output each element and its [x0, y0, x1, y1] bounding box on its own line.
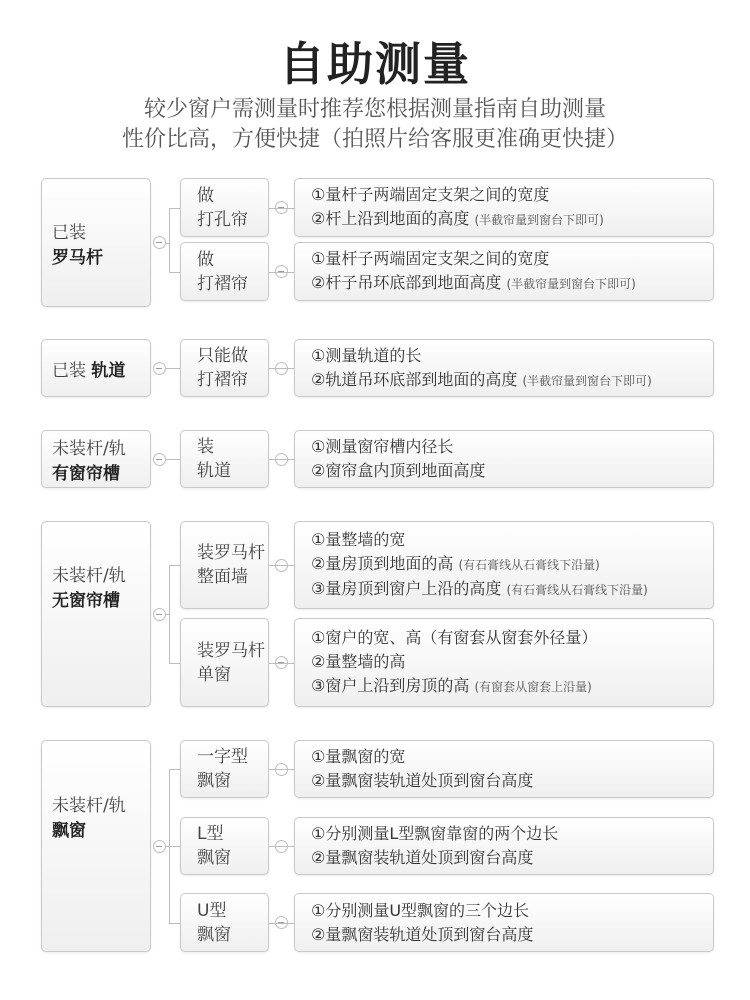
step-text: ①量杆子两端固定支架之间的宽度 [311, 185, 550, 204]
step-text: ②量飘窗装轨道处顶到窗台高度 [311, 924, 534, 944]
category-line-1: 已装 [52, 360, 86, 381]
method-line-2: 打孔帘 [197, 209, 248, 230]
method-line-1: U型 [197, 900, 227, 921]
step-text: ②量房顶到地面的高 [311, 554, 454, 573]
connector-horizontal [165, 243, 169, 244]
category-line-2: 飘窗 [52, 821, 86, 841]
measure-step [311, 271, 713, 296]
measure-step [311, 435, 713, 459]
step-text: ②窗帘盒内顶到地面高度 [311, 461, 486, 480]
measure-step [311, 459, 713, 483]
step-text: ③量房顶到窗户上沿的高度 [311, 579, 502, 598]
measure-step [311, 207, 713, 232]
connector-vertical [169, 565, 170, 663]
measure-steps-box [294, 740, 714, 798]
step-text: ①测量窗帘槽内径长 [311, 437, 454, 456]
method-box [180, 817, 269, 875]
measure-step [311, 344, 713, 368]
step-text: ①测量轨道的长 [311, 345, 422, 365]
measure-step [311, 247, 713, 271]
step-text: ①量杆子两端固定支架之间的宽度 [311, 249, 550, 268]
subtitle-line-2: 性价比高，方便快捷（拍照片给客服更准确更快捷） [121, 127, 628, 152]
step-note: (半截帘量到窗台下即可) [474, 213, 604, 227]
connector-detail [269, 368, 294, 369]
method-line-1: 装 [197, 437, 214, 457]
category-line-2: 有窗帘槽 [52, 464, 120, 484]
measure-step [311, 923, 713, 947]
method-line-2: 飘窗 [197, 771, 231, 791]
measure-steps-box [294, 618, 714, 707]
category-line-2: 无窗帘槽 [52, 591, 120, 611]
method-box [180, 740, 269, 798]
measure-steps-box [294, 339, 714, 397]
connector-detail [269, 565, 294, 566]
page-title: 自助测量 [279, 37, 471, 91]
method-box [180, 521, 269, 609]
connector-horizontal [165, 459, 180, 460]
category-box [41, 430, 151, 488]
measure-steps-box [294, 242, 714, 301]
measure-step [311, 577, 713, 602]
category-box [41, 521, 151, 707]
measure-step [311, 899, 713, 923]
step-text: ②杆子吊环底部到地面高度 [311, 273, 502, 292]
connector-branch [169, 208, 180, 209]
category-label [52, 356, 150, 381]
method-line-1: 一字型 [197, 747, 248, 767]
measure-step [311, 745, 713, 769]
method-box [180, 618, 269, 707]
connector-detail [269, 459, 294, 460]
measure-step [311, 528, 713, 552]
method-line-2: 飘窗 [197, 848, 231, 868]
step-note: (半截帘量到窗台下即可) [522, 373, 652, 388]
measure-step [311, 368, 713, 393]
category-box [41, 178, 151, 307]
step-note: (有窗套从窗套上沿量) [474, 680, 592, 694]
step-note: (有石膏线从石膏线下沿量) [458, 558, 600, 572]
measure-step [311, 650, 713, 674]
category-box [41, 339, 151, 397]
measure-step [311, 674, 713, 699]
method-line-1: L型 [197, 824, 224, 844]
method-line-1: 装罗马杆 [197, 543, 265, 563]
connector-detail [269, 272, 294, 273]
measure-steps-box [294, 521, 714, 609]
connector-branch [169, 565, 180, 566]
connector-branch [169, 923, 180, 924]
step-text: ①分别测量U型飘窗的三个边长 [311, 900, 530, 920]
connector-detail [269, 846, 294, 847]
step-text: ①量飘窗的宽 [311, 747, 406, 766]
method-line-2: 单窗 [197, 664, 231, 685]
category-label [52, 791, 150, 841]
step-text: ②杆上沿到地面的高度 [311, 209, 470, 228]
measure-steps-box [294, 178, 714, 237]
category-line-1: 已装 [52, 222, 86, 243]
method-box [180, 893, 269, 952]
measure-step [311, 846, 713, 870]
measure-step [311, 552, 713, 577]
step-text: ①窗户的宽、高（有窗套从窗套外径量） [311, 628, 598, 647]
method-line-2: 整面墙 [197, 567, 248, 587]
method-line-2: 打褶帘 [197, 370, 248, 390]
connector-horizontal [165, 614, 169, 615]
measure-step [311, 626, 713, 650]
step-text: ③窗户上沿到房顶的高 [311, 676, 470, 695]
collapse-toggle-icon[interactable] [153, 236, 166, 249]
collapse-toggle-icon[interactable] [153, 608, 166, 621]
connector-vertical [169, 208, 170, 272]
connector-branch [169, 846, 180, 847]
method-line-1: 做 [197, 185, 214, 206]
method-box [180, 178, 269, 237]
method-box [180, 430, 269, 488]
step-text: ②量飘窗装轨道处顶到窗台高度 [311, 771, 534, 790]
measure-step [311, 183, 713, 207]
category-line-2: 轨道 [91, 360, 126, 381]
method-line-1: 做 [197, 249, 214, 270]
collapse-toggle-icon[interactable] [153, 362, 166, 375]
connector-branch [169, 769, 180, 770]
method-line-1: 只能做 [197, 346, 248, 366]
category-label [52, 218, 150, 268]
method-line-1: 装罗马杆 [197, 640, 265, 661]
method-line-2: 飘窗 [197, 924, 231, 945]
step-text: ①量整墙的宽 [311, 530, 406, 549]
category-line-2: 罗马杆 [52, 247, 103, 268]
connector-branch [169, 663, 180, 664]
category-label [52, 561, 150, 611]
step-text: ②量飘窗装轨道处顶到窗台高度 [311, 848, 534, 867]
step-note: (半截帘量到窗台下即可) [506, 277, 636, 291]
connector-detail [269, 663, 294, 664]
step-text: ②轨道吊环底部到地面的高度 [311, 369, 518, 389]
collapse-toggle-icon[interactable] [153, 840, 166, 853]
connector-detail [269, 769, 294, 770]
category-line-1: 未装杆/轨 [52, 439, 126, 459]
connector-branch [169, 272, 180, 273]
category-line-1: 未装杆/轨 [52, 566, 126, 586]
method-box [180, 242, 269, 301]
connector-horizontal [165, 368, 180, 369]
category-line-1: 未装杆/轨 [52, 796, 126, 816]
step-text: ②量整墙的高 [311, 652, 406, 671]
measure-step [311, 822, 713, 846]
connector-detail [269, 208, 294, 209]
subtitle-line-1: 较少窗户需测量时推荐您根据测量指南自助测量 [143, 97, 606, 122]
connector-detail [269, 923, 294, 924]
measure-steps-box [294, 817, 714, 875]
method-line-2: 轨道 [197, 461, 231, 481]
step-text: ①分别测量L型飘窗靠窗的两个边长 [311, 824, 559, 843]
step-note: (有石膏线从石膏线下沿量) [506, 583, 648, 597]
collapse-toggle-icon[interactable] [153, 453, 166, 466]
measure-step [311, 769, 713, 793]
measure-steps-box [294, 893, 714, 952]
method-box [180, 339, 269, 397]
category-box [41, 740, 151, 952]
method-line-2: 打褶帘 [197, 273, 248, 294]
measure-steps-box [294, 430, 714, 488]
category-label [52, 434, 150, 484]
